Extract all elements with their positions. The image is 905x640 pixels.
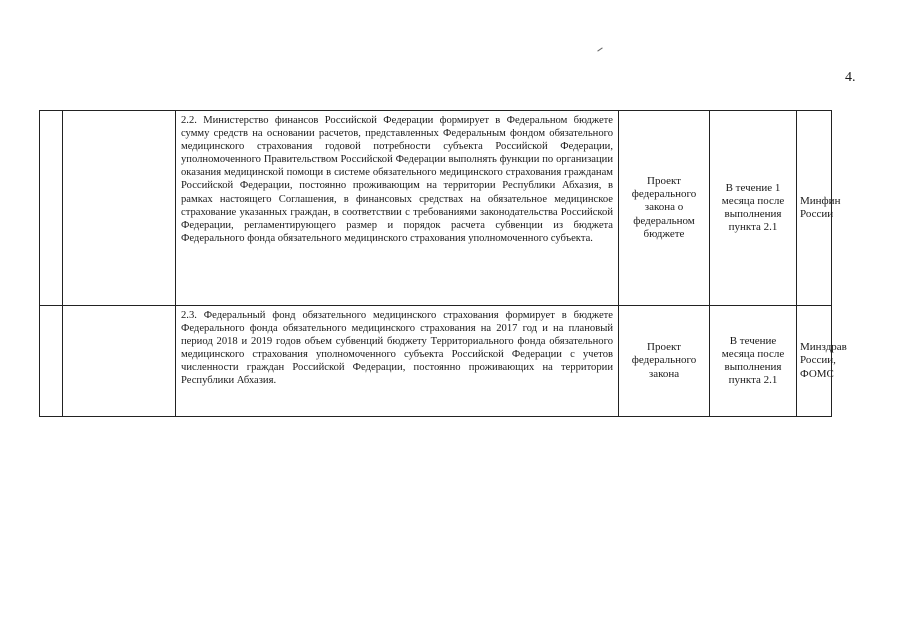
executor-text: Минздрав России, ФОМС bbox=[800, 341, 847, 380]
table-row bbox=[40, 111, 832, 306]
document-cell bbox=[619, 111, 710, 306]
document-text: Проект федерального закона bbox=[631, 341, 697, 380]
term-text: В течение 1 месяца после выполнения пункта 2.1 bbox=[721, 181, 785, 234]
document-text: Проект федерального закона о федеральном бюджете bbox=[631, 175, 697, 240]
executor-text: Минфин России bbox=[800, 194, 841, 220]
table-row bbox=[40, 306, 832, 417]
document-cell bbox=[619, 306, 710, 417]
executor-cell bbox=[797, 306, 847, 417]
term-text: В течение месяца после выполнения пункта 2.1 bbox=[721, 334, 785, 387]
measure-blank-cell bbox=[63, 111, 176, 306]
page-number: 4. bbox=[845, 70, 856, 85]
row-number-cell bbox=[40, 306, 63, 417]
scan-mark bbox=[597, 47, 602, 51]
measure-text-cell: 2.2. Министерство финансов Российской Федерации формирует в Федеральном бюджете сумму средств на основании расчетов, представленных Федеральным фондом обязательного медицинского страхования годовой потребности субъекта Российской Федерации, уполномоченного Правительством Российской Федерации выполнять функции по организации оказания медицинской помощи в системе обязательного медицинского страхования гражданам Российской Федерации, постоянно проживающим на территории Республики Абхазия, в рамках настоящего Соглашения, в финансовых средствах на обязательное медицинское страхование указанных граждан, в соответствии с требованиями законодательства Российской Федерации, регламентирующего размер и порядок расчета субвенции из бюджета Федерального фонда обязательного медицинского страхования уполномоченного субъекта. bbox=[176, 111, 619, 306]
executor-cell bbox=[797, 111, 841, 306]
term-cell bbox=[710, 306, 797, 417]
measures-table bbox=[39, 110, 847, 417]
term-cell bbox=[710, 111, 797, 306]
measure-blank-cell bbox=[63, 306, 176, 417]
row-number-cell bbox=[40, 111, 63, 306]
measure-text-cell: 2.3. Федеральный фонд обязательного медицинского страхования формирует в бюджете Федерального фонда обязательного медицинского страхования на 2017 год и на плановый период 2018 и 2019 годов объем субвенций бюджету Территориального фонда обязательного медицинского страхования уполномоченного субъекта Российской Федерации с учетов численности граждан Российской Федерации, постоянно проживающих на территории Республики Абхазия. bbox=[176, 306, 619, 417]
